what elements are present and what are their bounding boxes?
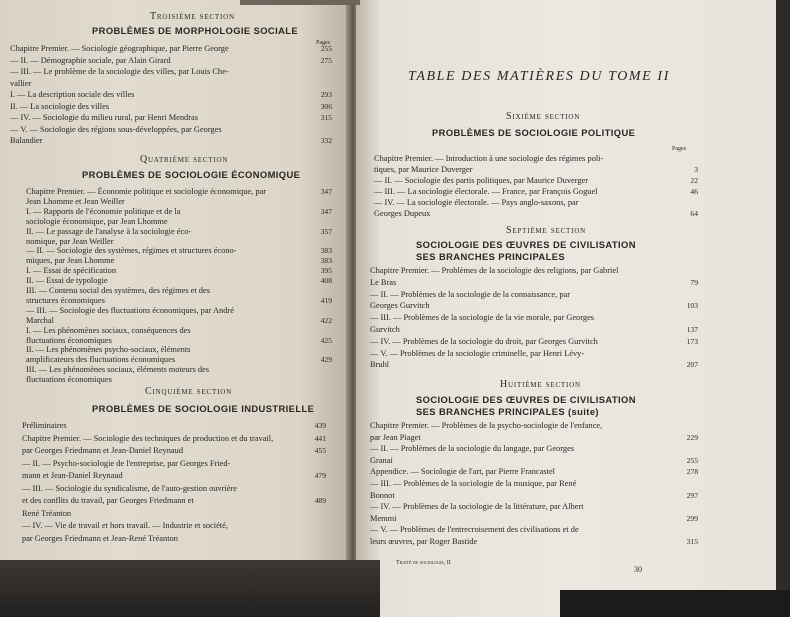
- toc-page-number: 383: [320, 256, 332, 266]
- toc-entry-text: Chapitre Premier. — Sociologie des techniques de production et du travail,: [22, 433, 274, 443]
- toc-entry-text: amplificateurs des fluctuations économiques: [26, 355, 176, 365]
- toc-entry-text: — II. — Psycho-sociologie de l'entreprise, par Georges Fried-: [22, 458, 231, 468]
- toc-entry-text: — V. — Sociologie des régions sous-développées, par Georges: [10, 124, 222, 134]
- page-title: TABLE DES MATIÈRES DU TOME II: [408, 69, 670, 84]
- toc-entry-text: — III. — La sociologie électorale. — France, par François Goguel: [374, 187, 598, 196]
- toc-page-number: 408: [320, 276, 332, 286]
- toc-entry-text: leurs œuvres, par Roger Bastide: [370, 537, 478, 546]
- toc-page-number: 229: [686, 432, 698, 442]
- toc-page-number: 3: [694, 165, 698, 174]
- toc-page-number: 103: [686, 301, 698, 311]
- pages-label: Pages: [316, 40, 330, 46]
- toc-page-number: 306: [320, 101, 332, 111]
- section-7-title-1: SOCIOLOGIE DES ŒUVRES DE CIVILISATION: [416, 239, 636, 250]
- toc-entry-text: — IV. — La sociologie électorale. — Pays anglo-saxons, par: [374, 198, 579, 207]
- toc-entry-text: — III. — Le problème de la sociologie des villes, par Louis Che-: [10, 67, 229, 76]
- footer-note: Traité de sociologie, II: [396, 560, 451, 566]
- toc-entry-text: — IV. — Problèmes de la sociologie de la littérature, par Albert: [370, 502, 584, 512]
- section-5-title: PROBLÈMES DE SOCIOLOGIE INDUSTRIELLE: [92, 403, 315, 414]
- toc-page-number: 439: [314, 421, 326, 430]
- toc-page-number: 425: [320, 335, 332, 345]
- toc-entry-text: — II. — Sociologie des partis politiques, par Maurice Duverger: [374, 176, 589, 185]
- toc-page-number: 299: [686, 513, 698, 523]
- toc-page-number: 278: [686, 467, 698, 477]
- toc-entry-text: et des conflits du travail, par Georges Friedmann et: [22, 496, 194, 505]
- toc-entry-text: Chapitre Premier. — Sociologie géographique, par Pierre George: [10, 44, 229, 53]
- toc-entry-text: Bruhl: [370, 360, 390, 370]
- toc-entry-text: par Georges Friedmann et Jean-Daniel Reynaud: [22, 446, 184, 455]
- toc-entry-text: sociologie économique, par Jean Lhomme: [26, 216, 168, 226]
- toc-entry-text: — III. — Problèmes de la sociologie de la vie morale, par Georges: [370, 313, 595, 323]
- toc-page-number: 332: [320, 136, 332, 145]
- toc-page-number: 395: [320, 266, 332, 276]
- section-8-heading: Huitième section: [500, 379, 581, 390]
- toc-entry-text: nomique, par Jean Weiller: [26, 236, 114, 246]
- toc-page-number: 383: [320, 246, 332, 256]
- toc-entry-text: tiques, par Maurice Duverger: [374, 165, 473, 174]
- toc-entry-text: Jean Lhomme et Jean Weiller: [26, 196, 125, 206]
- toc-entry-text: structures économiques: [26, 295, 105, 305]
- right-page: [356, 0, 776, 617]
- toc-entry-text: Memmi: [370, 513, 397, 523]
- background-floor: [560, 590, 790, 617]
- toc-page-number: 22: [690, 176, 698, 185]
- toc-entry-text: mann et Jean-Daniel Reynaud: [22, 471, 123, 480]
- toc-page-number: 357: [320, 226, 332, 236]
- toc-entry-text: II. — Le passage de l'analyse à la sociologie éco-: [26, 226, 192, 236]
- toc-entry-text: II. — La sociologie des villes: [10, 101, 110, 111]
- section-3-heading: Troisième section: [150, 11, 235, 22]
- section-3-title: PROBLÈMES DE MORPHOLOGIE SOCIALE: [92, 25, 299, 36]
- toc-entry-text: Georges Gurvitch: [370, 301, 430, 311]
- toc-entry-text: vallier: [10, 78, 32, 88]
- toc-entry-text: — IV. — Sociologie du milieu rural, par Henri Mendras: [10, 113, 199, 122]
- toc-entry-text: Chapitre Premier. — Problèmes de la psycho-sociologie de l'enfance,: [370, 421, 603, 430]
- toc-page-number: 347: [320, 206, 332, 216]
- toc-entry-text: par Jean Piaget: [370, 432, 421, 442]
- background-floor: [0, 560, 380, 617]
- section-7-heading: Septième section: [506, 225, 586, 236]
- left-page: [0, 0, 352, 617]
- toc-page-number: 347: [320, 187, 332, 196]
- toc-page-number: 79: [690, 277, 698, 287]
- toc-entry-text: — IV. — Vie de travail et hors travail. — Industrie et société,: [22, 521, 228, 530]
- toc-entry-text: fluctuations économiques: [26, 375, 112, 385]
- toc-entry-text: — II. — Démographie sociale, par Alain Girard: [10, 55, 171, 65]
- section-7-title-2: SES BRANCHES PRINCIPALES: [416, 251, 566, 262]
- toc-page-number: 315: [320, 113, 332, 122]
- toc-entry-text: Chapitre Premier. — Économie politique et sociologie économique, par: [26, 187, 267, 196]
- toc-page-number: 297: [686, 490, 698, 500]
- toc-page-number: 419: [320, 295, 332, 305]
- toc-page-number: 137: [686, 325, 698, 334]
- toc-entry-text: René Tréanton: [22, 508, 72, 518]
- toc-entry-text: miques, par Jean Lhomme: [26, 256, 115, 266]
- toc-entry-text: I. — Essai de spécification: [26, 266, 117, 276]
- toc-page-number: 46: [690, 187, 698, 196]
- toc-page-number: 422: [320, 315, 332, 325]
- toc-entry-text: — II. — Problèmes de la sociologie de la connaissance, par: [370, 289, 571, 299]
- toc-entry-text: — III. — Problèmes de la sociologie de la musique, par René: [370, 479, 577, 488]
- top-edge-strip: [240, 0, 360, 5]
- section-4-title: PROBLÈMES DE SOCIOLOGIE ÉCONOMIQUE: [82, 169, 301, 180]
- pages-label: Pages: [672, 146, 686, 152]
- section-5-heading: Cinquième section: [145, 386, 232, 397]
- toc-entry-text: Gurvitch: [370, 325, 400, 334]
- toc-page-number: 315: [686, 537, 698, 546]
- toc-entry-text: Chapitre Premier. — Introduction à une sociologie des régimes poli-: [374, 154, 604, 163]
- section-6-title: PROBLÈMES DE SOCIOLOGIE POLITIQUE: [432, 127, 636, 138]
- toc-page-number: 429: [320, 355, 332, 365]
- toc-page-number: 64: [690, 209, 698, 218]
- toc-entry-text: Balandier: [10, 136, 43, 145]
- section-8-title-1: SOCIOLOGIE DES ŒUVRES DE CIVILISATION: [416, 394, 636, 405]
- toc-entry-text: Appendice. — Sociologie de l'art, par Pierre Francastel: [370, 467, 555, 477]
- page-number: 30: [634, 565, 642, 574]
- toc-entry-text: Le Bras: [370, 277, 397, 287]
- toc-page-number: 293: [320, 90, 332, 99]
- toc-page-number: 173: [686, 336, 698, 346]
- toc-entry-text: Georges Dupeux: [374, 209, 431, 218]
- toc-page-number: 255: [320, 44, 332, 53]
- toc-entry-text: Granai: [370, 455, 393, 465]
- toc-page-number: 255: [686, 455, 698, 465]
- toc-entry-text: — V. — Problèmes de la sociologie criminelle, par Henri Lévy-: [370, 348, 585, 358]
- toc-entry-text: III. — Contenu social des systèmes, des régimes et des: [26, 286, 210, 295]
- toc-entry-text: Préliminaires: [22, 421, 67, 430]
- toc-entry-text: Chapitre Premier. — Problèmes de la sociologie des religions, par Gabriel: [370, 266, 619, 275]
- toc-entry-text: par Georges Friedmann et Jean-René Tréanton: [22, 533, 178, 543]
- toc-page-number: 479: [314, 471, 326, 480]
- toc-entry-text: Marchal: [26, 315, 54, 325]
- toc-entry-text: — III. — Sociologie du syndicalisme, de l'auto-gestion ouvrière: [22, 483, 238, 493]
- toc-page-number: 455: [314, 446, 326, 455]
- toc-entry-text: III. — Les phénomènes sociaux, éléments moteurs des: [26, 365, 210, 375]
- toc-entry-text: I. — Les phénomènes sociaux, conséquences des: [26, 325, 191, 335]
- toc-entry-text: — II. — Sociologie des systèmes, régimes et structures écono-: [26, 246, 237, 256]
- toc-entry-text: I. — La description sociale des villes: [10, 90, 135, 99]
- section-4-heading: Quatrième section: [140, 154, 229, 165]
- toc-entry-text: — V. — Problèmes de l'entrecroisement des civilisations et de: [370, 525, 579, 535]
- toc-entry-text: Bonnot: [370, 490, 395, 500]
- section-8-title-2: SES BRANCHES PRINCIPALES (suite): [416, 406, 599, 417]
- toc-entry-text: — III. — Sociologie des fluctuations économiques, par André: [26, 305, 234, 315]
- toc-page-number: 489: [314, 496, 326, 505]
- toc-entry-text: — II. — Problèmes de la sociologie du langage, par Georges: [370, 444, 575, 454]
- toc-page-number: 275: [320, 55, 332, 65]
- section-6-heading: Sixième section: [506, 111, 581, 122]
- toc-entry-text: fluctuations économiques: [26, 335, 112, 345]
- toc-entry-text: II. — Les phénomènes psycho-sociaux, éléments: [26, 345, 191, 355]
- toc-entry-text: — IV. — Problèmes de la sociologie du droit, par Georges Gurvitch: [370, 336, 598, 346]
- toc-entry-text: II. — Essai de typologie: [26, 276, 108, 286]
- toc-page-number: 207: [686, 360, 698, 370]
- toc-entry-text: I. — Rapports de l'économie politique et de la: [26, 206, 181, 216]
- toc-page-number: 441: [314, 433, 326, 443]
